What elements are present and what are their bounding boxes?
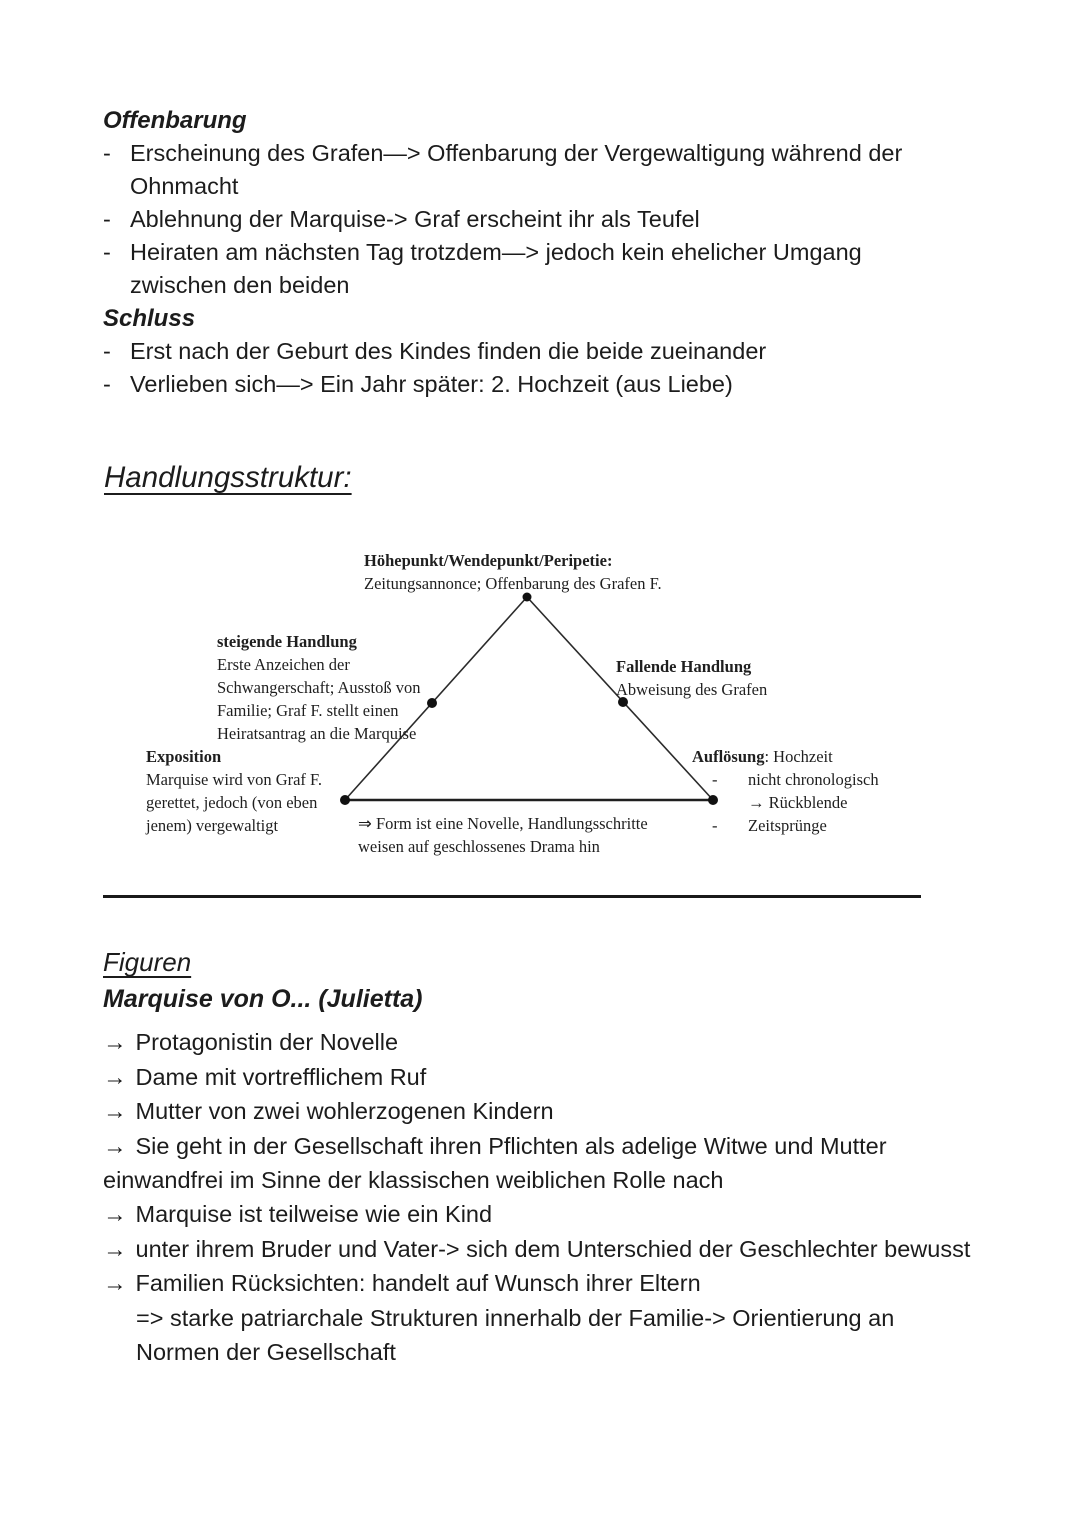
resolution-title: Auflösung bbox=[692, 747, 765, 766]
dash-bullet: - bbox=[103, 338, 111, 364]
figures-section bbox=[103, 944, 983, 1369]
dash-bullet bbox=[712, 791, 748, 814]
trait-text: Marquise ist teilweise wie ein Kind bbox=[135, 1201, 493, 1228]
resolution-title-suffix: : Hochzeit bbox=[764, 747, 833, 766]
dash-bullet: - bbox=[712, 770, 718, 789]
resolution-sub-item bbox=[712, 791, 879, 814]
resolution-label bbox=[692, 745, 879, 837]
falling-action-title: Fallende Handlung bbox=[616, 657, 752, 676]
list-item-text: Heiraten am nächsten Tag trotzdem—> jedoch kein ehelicher Umgang zwischen den beiden bbox=[130, 239, 862, 298]
exposition-line: Marquise wird von Graf F. bbox=[146, 770, 323, 789]
arrow-bullet: → bbox=[103, 1270, 127, 1297]
form-note bbox=[358, 812, 648, 858]
form-note-line: ⇒ Form ist eine Novelle, Handlungsschritte bbox=[358, 814, 648, 833]
climax-title: Höhepunkt/Wendepunkt/Peripetie: bbox=[364, 551, 613, 570]
exposition-node-dot bbox=[340, 795, 350, 805]
rising-action-title: steigende Handlung bbox=[217, 632, 357, 651]
trait-text: unter ihrem Bruder und Vater-> sich dem Unterschied der Geschlechter bewusst bbox=[135, 1235, 971, 1262]
list-item-text: Erscheinung des Grafen—> Offenbarung der Vergewaltigung während der Ohnmacht bbox=[130, 140, 903, 199]
exposition-line: gerettet, jedoch (von eben bbox=[146, 793, 318, 812]
rising-node-dot bbox=[427, 698, 437, 708]
rising-action-line: Familie; Graf F. stellt einen bbox=[217, 701, 399, 720]
character-trait-item bbox=[103, 1266, 983, 1300]
rising-action-label bbox=[217, 630, 420, 745]
rising-action-line: Schwangerschaft; Ausstoß von bbox=[217, 678, 421, 697]
climax-desc: Zeitungsannonce; Offenbarung des Grafen F. bbox=[364, 574, 662, 593]
section-divider bbox=[103, 895, 921, 898]
character-trait-item bbox=[103, 1060, 983, 1094]
dash-bullet: - bbox=[712, 816, 718, 835]
resolution-sub-item bbox=[712, 768, 879, 791]
trait-text: Dame mit vortrefflichem Ruf bbox=[135, 1063, 427, 1090]
resolution-title-row bbox=[692, 745, 879, 768]
trait-text: Mutter von zwei wohlerzogenen Kindern bbox=[135, 1098, 554, 1125]
section-heading-figuren: Figuren bbox=[103, 947, 192, 977]
exposition-line: jenem) vergewaltigt bbox=[146, 816, 279, 835]
character-trait-item bbox=[103, 1197, 983, 1231]
arrow-bullet: → bbox=[103, 1132, 127, 1159]
dash-bullet: - bbox=[103, 140, 111, 166]
arrow-bullet: → bbox=[103, 1098, 127, 1125]
arrow-bullet: → bbox=[103, 1235, 127, 1262]
rising-action-line: Heiratsantrag an die Marquise bbox=[217, 724, 417, 743]
resolution-sub-text: Zeitsprünge bbox=[748, 816, 827, 835]
dash-bullet: - bbox=[103, 239, 111, 265]
arrow-bullet: → bbox=[103, 1201, 127, 1228]
trait-text: Sie geht in der Gesellschaft ihren Pflichten als adelige Witwe und Mutter einwandfrei im Sinne der klassischen weiblichen Rolle nach bbox=[103, 1132, 887, 1194]
dash-bullet: - bbox=[103, 371, 111, 397]
resolution-sub-item bbox=[712, 814, 879, 837]
section-heading-schluss: Schluss bbox=[103, 305, 196, 332]
resolution-sub-text: nicht chronologisch bbox=[748, 770, 879, 789]
character-name-heading: Marquise von O... (Julietta) bbox=[103, 985, 423, 1014]
exposition-title: Exposition bbox=[146, 747, 222, 766]
character-trait-subitem: => starke patriarchale Strukturen innerhalb der Familie-> Orientierung an Normen der Gesellschaft bbox=[136, 1304, 895, 1366]
section-heading-handlungsstruktur: Handlungsstruktur: bbox=[104, 461, 352, 494]
falling-action-label bbox=[616, 655, 767, 701]
rising-action-line: Erste Anzeichen der bbox=[217, 655, 350, 674]
character-trait-item bbox=[103, 1232, 983, 1266]
form-note-line: weisen auf geschlossenes Drama hin bbox=[358, 837, 600, 856]
trait-text: Protagonistin der Novelle bbox=[135, 1029, 399, 1056]
climax-label bbox=[364, 549, 662, 595]
list-item-text: Verlieben sich—> Ein Jahr später: 2. Hochzeit (aus Liebe) bbox=[130, 371, 733, 397]
section-heading-offenbarung: Offenbarung bbox=[103, 107, 247, 134]
list-item-text: Ablehnung der Marquise-> Graf erscheint ihr als Teufel bbox=[130, 206, 700, 232]
resolution-sub-text: → Rückblende bbox=[748, 793, 848, 812]
character-trait-item bbox=[103, 1129, 983, 1198]
character-trait-item bbox=[103, 1025, 983, 1059]
list-item-text: Erst nach der Geburt des Kindes finden die beide zueinander bbox=[130, 338, 767, 364]
dash-bullet: - bbox=[103, 206, 111, 232]
arrow-bullet: → bbox=[103, 1029, 127, 1056]
falling-action-desc: Abweisung des Grafen bbox=[616, 680, 768, 699]
exposition-label bbox=[146, 745, 322, 837]
character-trait-item bbox=[103, 1094, 983, 1128]
arrow-bullet: → bbox=[103, 1063, 127, 1090]
trait-text: Familien Rücksichten: handelt auf Wunsch ihrer Eltern bbox=[135, 1270, 701, 1297]
